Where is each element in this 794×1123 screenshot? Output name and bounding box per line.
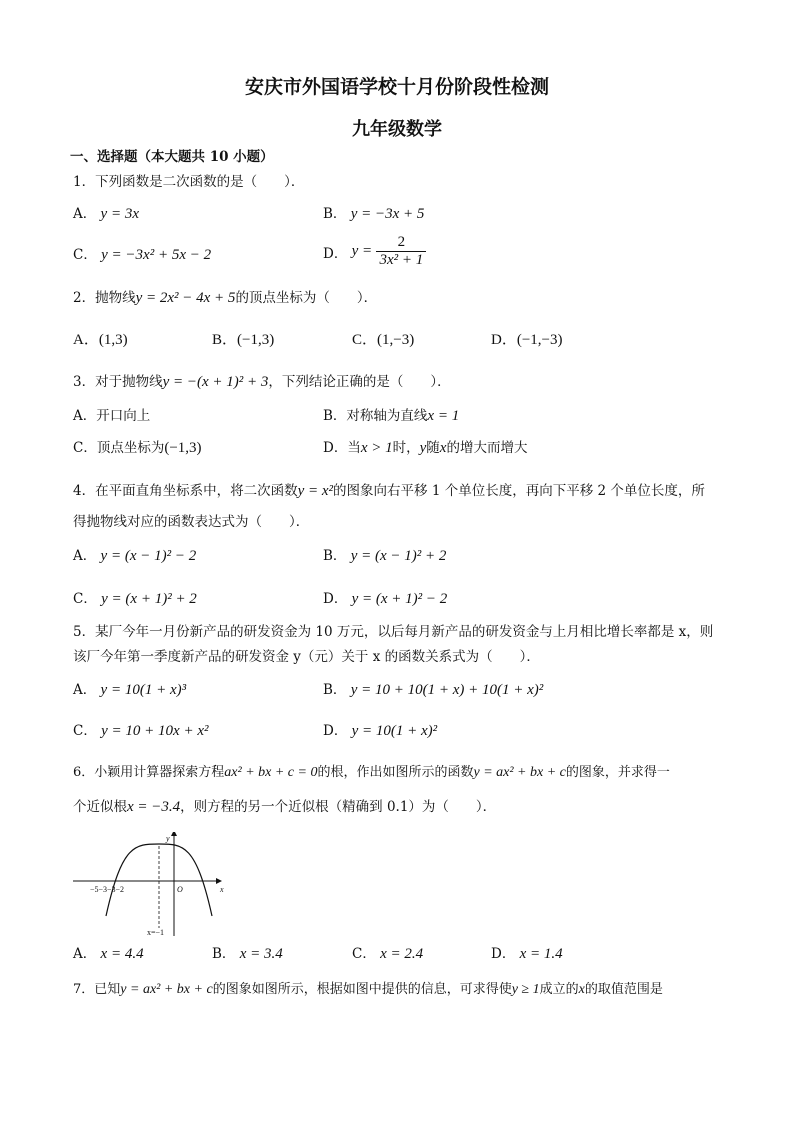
y-axis-arrow (171, 832, 177, 836)
q3-option-c: C．顶点坐标为(−1,3) (73, 440, 202, 456)
section-heading: 一、选择题（本大题共 10 小题） (70, 149, 274, 165)
q1-option-a: A． y = 3x (73, 206, 139, 222)
q7-stem-line1: 7．已知y = ax² + bx + c的图象如图所示，根据如图中提供的信息，可求得使y ≥ 1成立的x的取值范围是 (73, 982, 663, 997)
q4-option-c: C． y = (x + 1)² + 2 (73, 591, 197, 607)
q5-option-d: D． y = 10(1 + x)² (323, 723, 438, 739)
parabola-figure (70, 832, 230, 937)
x-tick-labels: −5−3−3−2 (90, 885, 125, 894)
q4-option-a: A． y = (x − 1)² − 2 (73, 548, 197, 564)
q6-option-b: B． x = 3.4 (212, 946, 283, 962)
q2-option-d: D．(−1,−3) (491, 332, 563, 348)
x-axis-arrow (216, 878, 222, 884)
fraction: $\frac{2}{\text{3x² + 1}}$ (376, 234, 426, 269)
q5-stem-line1: 5．某厂今年一月份新产品的研发资金为 10 万元，以后每月新产品的研发资金与上月相比增长率都是 x，则 (73, 624, 714, 640)
q1-option-d: D． y = $\frac{2}{\text{3x² + 1}}$ (323, 234, 426, 269)
q2-option-a: A．(1,3) (73, 332, 128, 348)
q3-stem: 3．对于抛物线y = −(x + 1)² + 3，下列结论正确的是（ ）． (73, 374, 451, 390)
q6-stem-line1: 6．小颖用计算器探索方程ax² + bx + c = 0的根，作出如图所示的函数y = ax² + bx + c的图象，并求得一 (73, 765, 670, 780)
exam-subtitle: 九年级数学 (352, 119, 442, 140)
q6-option-a: A． x = 4.4 (73, 946, 144, 962)
q5-option-b: B． y = 10 + 10(1 + x) + 10(1 + x)² (323, 682, 544, 698)
q6-option-d: D． x = 1.4 (491, 946, 563, 962)
q4-option-d: D． y = (x + 1)² − 2 (323, 591, 448, 607)
q3-option-a: A．开口向上 (73, 408, 151, 424)
q5-stem-line2: 该厂今年第一季度新产品的研发资金 y（元）关于 x 的函数关系式为（ ）． (73, 649, 540, 665)
y-axis-label: y (166, 834, 170, 843)
q3-option-d: D．当x > 1时，y随x的增大而增大 (323, 440, 528, 456)
q5-option-c: C． y = 10 + 10x + x² (73, 723, 209, 739)
q4-stem-line1: 4．在平面直角坐标系中，将二次函数y = x²的图象向右平移 1 个单位长度，再向下平移 2 个单位长度，所 (73, 483, 705, 499)
origin-label: O (177, 885, 183, 894)
q5-option-a: A． y = 10(1 + x)³ (73, 682, 187, 698)
q3-option-b: B．对称轴为直线x = 1 (323, 408, 460, 424)
q1-option-c: C． y = −3x² + 5x − 2 (73, 247, 212, 263)
q4-stem-line2: 得抛物线对应的函数表达式为（ ）． (73, 514, 310, 530)
q1-option-b: B． y = −3x + 5 (323, 206, 425, 222)
q2-option-b: B．(−1,3) (212, 332, 275, 348)
q2-option-c: C．(1,−3) (352, 332, 415, 348)
q4-option-b: B． y = (x − 1)² + 2 (323, 548, 447, 564)
x-axis-label: x (220, 885, 224, 894)
q1-stem: 1．下列函数是二次函数的是（ ）． (73, 174, 305, 190)
q6-option-c: C． x = 2.4 (352, 946, 424, 962)
symmetry-axis-label: x=−1 (147, 928, 165, 937)
exam-title: 安庆市外国语学校十月份阶段性检测 (244, 76, 549, 98)
q2-stem: 2．抛物线y = 2x² − 4x + 5的顶点坐标为（ ）． (73, 290, 378, 306)
q6-stem-line2: 个近似根x = −3.4，则方程的另一个近似根（精确到 0.1）为（ ）． (73, 799, 497, 815)
parabola-curve (106, 844, 212, 916)
